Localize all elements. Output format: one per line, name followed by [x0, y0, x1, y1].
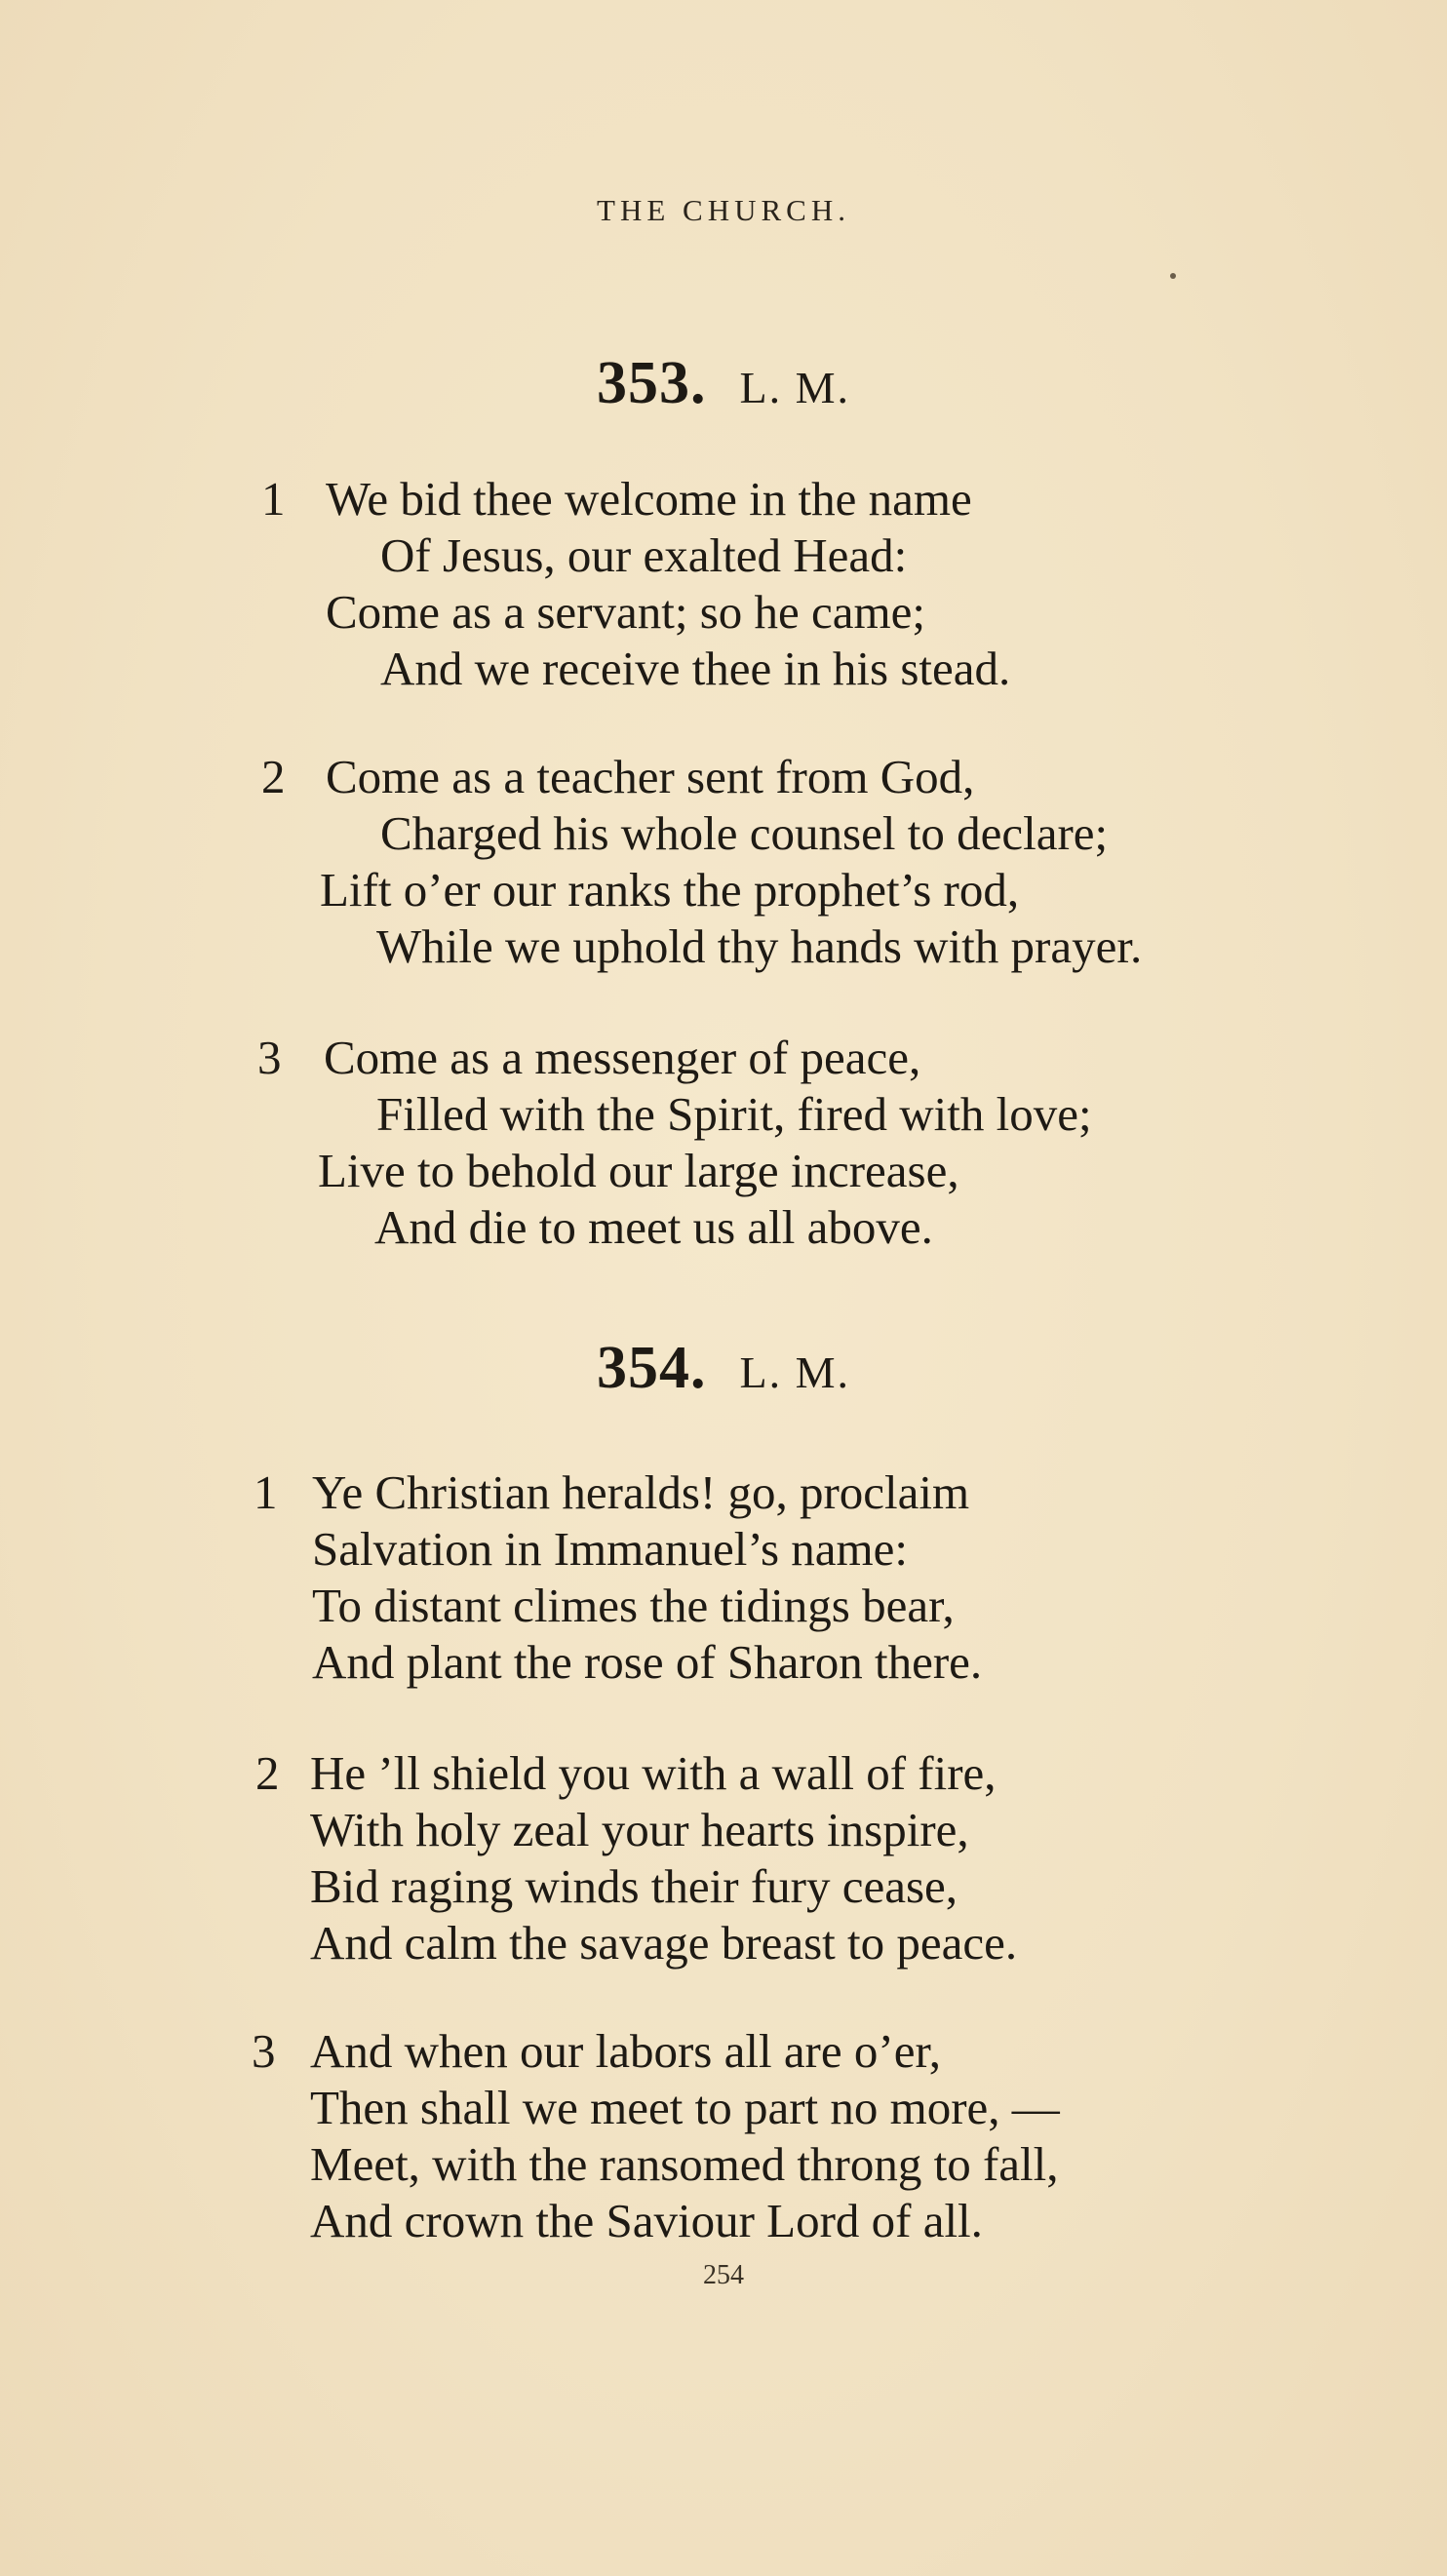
stanza-line: Meet, with the ransomed throng to fall, — [310, 2137, 1059, 2191]
stanza-line: And when our labors all are o’er, — [310, 2024, 942, 2078]
hymn-353-heading — [0, 349, 1447, 418]
stanza-number: 1 — [254, 1465, 278, 1519]
stanza-number: 2 — [255, 1746, 280, 1800]
stanza-line: And plant the rose of Sharon there. — [312, 1635, 983, 1689]
hymn-354-heading — [0, 1334, 1447, 1403]
stanza-line: Charged his whole counsel to declare; — [380, 806, 1109, 860]
stanza-line: Then shall we meet to part no more, — — [310, 2081, 1060, 2134]
stanza-line: To distant climes the tidings bear, — [312, 1579, 955, 1632]
stanza-number: 3 — [257, 1031, 282, 1084]
stanza-line: Lift o’er our ranks the prophet’s rod, — [320, 863, 1020, 917]
stanza-line: Ye Christian heralds! go, proclaim — [312, 1465, 970, 1519]
stanza-line: And die to meet us all above. — [374, 1200, 933, 1254]
stanza-number: 2 — [261, 750, 286, 803]
stanza-line: Filled with the Spirit, fired with love; — [376, 1087, 1092, 1141]
stanza-line: And we receive thee in his stead. — [380, 642, 1011, 695]
hymn-meter: L. M. — [739, 363, 850, 412]
stanza-line: With holy zeal your hearts inspire, — [310, 1803, 969, 1856]
running-head: THE CHURCH. — [597, 193, 850, 227]
stanza-line: Come as a servant; so he came; — [326, 585, 926, 639]
stanza-number: 3 — [252, 2024, 276, 2078]
stanza-line: We bid thee welcome in the name — [326, 472, 972, 526]
stanza-line: Of Jesus, our exalted Head: — [380, 528, 908, 582]
stanza-number: 1 — [261, 472, 286, 526]
paper-speck — [1170, 273, 1176, 279]
stanza-line: Bid raging winds their fury cease, — [310, 1859, 958, 1913]
stanza-line: Come as a messenger of peace, — [324, 1031, 921, 1084]
stanza-line: While we uphold thy hands with prayer. — [376, 919, 1143, 973]
stanza-line: And calm the savage breast to peace. — [310, 1916, 1018, 1970]
hymn-number: 353. — [597, 350, 707, 416]
stanza-line: Come as a teacher sent from God, — [326, 750, 975, 803]
page-number: 254 — [703, 2260, 744, 2290]
stanza-line: He ’ll shield you with a wall of fire, — [310, 1746, 997, 1800]
hymn-number: 354. — [597, 1335, 707, 1401]
hymn-meter: L. M. — [739, 1347, 850, 1397]
stanza-line: Salvation in Immanuel’s name: — [312, 1522, 909, 1576]
stanza-line: And crown the Saviour Lord of all. — [310, 2194, 983, 2247]
stanza-line: Live to behold our large increase, — [318, 1144, 959, 1197]
